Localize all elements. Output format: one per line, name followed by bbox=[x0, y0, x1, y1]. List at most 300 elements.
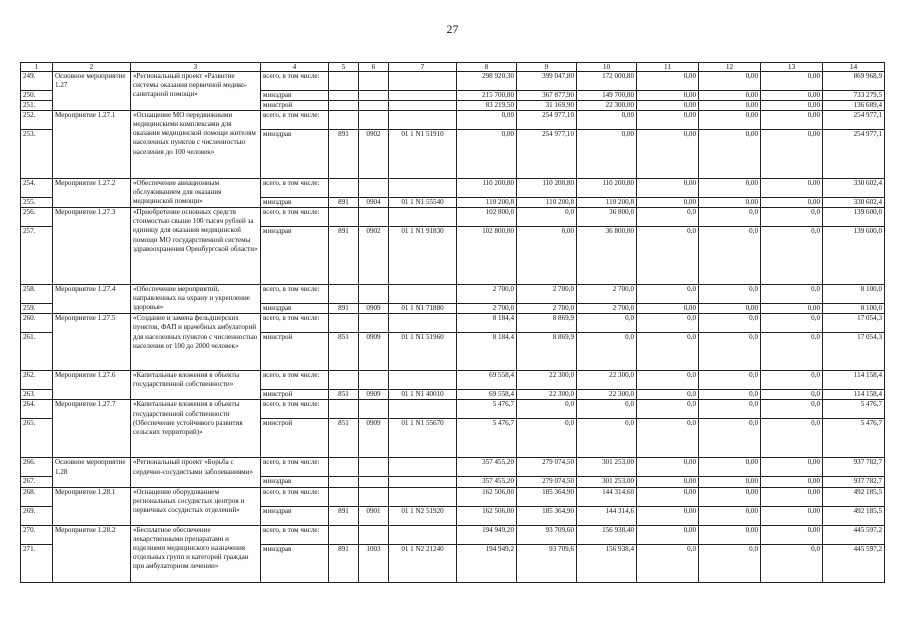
row-number-cell: 259. bbox=[21, 304, 53, 314]
year6-cell: 0,00 bbox=[761, 198, 823, 208]
year4-cell: 0,0 bbox=[637, 371, 699, 390]
total-cell: 8 100,0 bbox=[823, 285, 885, 304]
section-cell bbox=[359, 371, 389, 390]
year3-cell: 2 700,0 bbox=[577, 285, 637, 304]
year1-cell: 162 506,00 bbox=[457, 487, 517, 506]
event-description-cell: «Обеспечение авиационным обслуживанием для оказания медицинской помощи» bbox=[131, 179, 261, 208]
year2-cell: 22 300,0 bbox=[517, 390, 577, 400]
year6-cell: 0,00 bbox=[761, 304, 823, 314]
row-number-cell: 258. bbox=[21, 285, 53, 304]
year6-cell: 0,0 bbox=[761, 208, 823, 227]
grbs-cell bbox=[329, 525, 359, 544]
year2-cell: 0,0 bbox=[517, 400, 577, 419]
column-number-cell: 3 bbox=[131, 63, 261, 72]
year1-cell: 162 506,00 bbox=[457, 506, 517, 525]
executor-cell: минстрой bbox=[261, 419, 329, 458]
year5-cell: 0,00 bbox=[699, 179, 761, 198]
year4-cell: 0,0 bbox=[637, 390, 699, 400]
year5-cell: 0,0 bbox=[699, 419, 761, 458]
total-cell: 445 597,2 bbox=[823, 544, 885, 582]
section-cell bbox=[359, 101, 389, 111]
year4-cell: 0,00 bbox=[637, 458, 699, 477]
event-description-cell: «Оснащение МО передвижными медицинскими комплексами для оказания медицинской помощи жителям населенных пунктов с численностью населения до 100 человек» bbox=[131, 111, 261, 179]
grbs-cell bbox=[329, 400, 359, 419]
year5-cell: 0,0 bbox=[699, 227, 761, 285]
target-article-cell: 01 1 N1 55540 bbox=[389, 198, 457, 208]
year2-cell: 367 877,90 bbox=[517, 91, 577, 101]
year1-cell: 110 200,80 bbox=[457, 179, 517, 198]
year4-cell: 0,0 bbox=[637, 208, 699, 227]
year3-cell: 22 300,0 bbox=[577, 371, 637, 390]
year5-cell: 0,0 bbox=[699, 314, 761, 333]
column-number-cell: 2 bbox=[53, 63, 131, 72]
event-name-cell: Мероприятие 1.27.3 bbox=[53, 208, 131, 285]
section-cell bbox=[359, 208, 389, 227]
year6-cell: 0,0 bbox=[761, 227, 823, 285]
target-article-cell: 01 1 N1 51960 bbox=[389, 333, 457, 371]
target-article-cell bbox=[389, 208, 457, 227]
grbs-cell: 891 bbox=[329, 506, 359, 525]
year3-cell: 36 800,0 bbox=[577, 208, 637, 227]
year2-cell: 93 709,60 bbox=[517, 525, 577, 544]
year6-cell: 0,00 bbox=[761, 487, 823, 506]
year2-cell: 279 074,50 bbox=[517, 477, 577, 487]
column-number-cell: 4 bbox=[261, 63, 329, 72]
total-cell: 254 977,1 bbox=[823, 130, 885, 179]
year3-cell: 22 300,00 bbox=[577, 101, 637, 111]
total-cell: 136 689,4 bbox=[823, 101, 885, 111]
total-cell: 5 476,7 bbox=[823, 419, 885, 458]
year4-cell: 0,00 bbox=[637, 198, 699, 208]
row-number-cell: 264. bbox=[21, 400, 53, 419]
row-number-cell: 271. bbox=[21, 544, 53, 582]
section-cell bbox=[359, 525, 389, 544]
event-name-cell: Мероприятие 1.27.1 bbox=[53, 111, 131, 179]
year1-cell: 2 700,0 bbox=[457, 304, 517, 314]
year1-cell: 8 184,4 bbox=[457, 333, 517, 371]
table-row bbox=[21, 72, 885, 91]
year2-cell: 110 200,80 bbox=[517, 179, 577, 198]
event-name-cell: Мероприятие 1.27.6 bbox=[53, 371, 131, 400]
year5-cell: 0,00 bbox=[699, 477, 761, 487]
total-cell: 17 054,3 bbox=[823, 333, 885, 371]
event-name-cell: Основное мероприятие 1.27 bbox=[53, 72, 131, 111]
target-article-cell: 01 1 N1 91830 bbox=[389, 227, 457, 285]
year5-cell: 0,00 bbox=[699, 304, 761, 314]
year2-cell: 22 300,0 bbox=[517, 371, 577, 390]
program-financing-table bbox=[20, 62, 885, 583]
total-cell: 937 782,7 bbox=[823, 458, 885, 477]
year5-cell: 0,00 bbox=[699, 72, 761, 91]
year5-cell: 0,0 bbox=[699, 285, 761, 304]
target-article-cell bbox=[389, 101, 457, 111]
total-cell: 17 054,3 bbox=[823, 314, 885, 333]
year5-cell: 0,0 bbox=[699, 544, 761, 582]
event-name-cell: Мероприятие 1.28.1 bbox=[53, 487, 131, 525]
year6-cell: 0,0 bbox=[761, 390, 823, 400]
year6-cell: 0,0 bbox=[761, 333, 823, 371]
table-row bbox=[21, 458, 885, 477]
year4-cell: 0,0 bbox=[637, 314, 699, 333]
table-row bbox=[21, 208, 885, 227]
year3-cell: 2 700,0 bbox=[577, 304, 637, 314]
total-cell: 139 600,0 bbox=[823, 227, 885, 285]
year1-cell: 215 700,80 bbox=[457, 91, 517, 101]
executor-cell: всего, в том числе: bbox=[261, 525, 329, 544]
column-number-cell: 14 bbox=[823, 63, 885, 72]
year2-cell: 0,0 bbox=[517, 419, 577, 458]
target-article-cell: 01 1 N1 71880 bbox=[389, 304, 457, 314]
section-cell bbox=[359, 477, 389, 487]
year2-cell: 0,0 bbox=[517, 208, 577, 227]
total-cell: 8 100,0 bbox=[823, 304, 885, 314]
year2-cell: 110 200,8 bbox=[517, 198, 577, 208]
executor-cell: всего, в том числе: bbox=[261, 487, 329, 506]
total-cell: 869 968,9 bbox=[823, 72, 885, 91]
year1-cell: 5 476,7 bbox=[457, 419, 517, 458]
row-number-cell: 254. bbox=[21, 179, 53, 198]
year4-cell: 0,0 bbox=[637, 227, 699, 285]
executor-cell: всего, в том числе: bbox=[261, 314, 329, 333]
event-name-cell: Мероприятие 1.27.2 bbox=[53, 179, 131, 208]
year1-cell: 357 455,20 bbox=[457, 477, 517, 487]
section-cell bbox=[359, 487, 389, 506]
year1-cell: 110 200,8 bbox=[457, 198, 517, 208]
target-article-cell: 01 1 N2 51920 bbox=[389, 506, 457, 525]
grbs-cell bbox=[329, 111, 359, 130]
year3-cell: 0,00 bbox=[577, 111, 637, 130]
column-number-cell: 9 bbox=[517, 63, 577, 72]
year3-cell: 0,0 bbox=[577, 333, 637, 371]
event-description-cell: «Капитальные вложения в объекты государственной собственности» bbox=[131, 371, 261, 400]
row-number-cell: 270. bbox=[21, 525, 53, 544]
row-number-cell: 265. bbox=[21, 419, 53, 458]
year6-cell: 0,00 bbox=[761, 111, 823, 130]
target-article-cell bbox=[389, 285, 457, 304]
year1-cell: 0,00 bbox=[457, 130, 517, 179]
year6-cell: 0,0 bbox=[761, 314, 823, 333]
year5-cell: 0,00 bbox=[699, 458, 761, 477]
grbs-cell bbox=[329, 72, 359, 91]
year6-cell: 0,00 bbox=[761, 130, 823, 179]
table-row bbox=[21, 285, 885, 304]
total-cell: 330 602,4 bbox=[823, 179, 885, 198]
year1-cell: 83 219,50 bbox=[457, 101, 517, 111]
column-number-cell: 1 bbox=[21, 63, 53, 72]
event-description-cell: «Региональный проект «Борьба с сердечно-сосудистыми заболеваниями» bbox=[131, 458, 261, 487]
section-cell bbox=[359, 458, 389, 477]
year4-cell: 0,00 bbox=[637, 130, 699, 179]
year1-cell: 194 949,20 bbox=[457, 525, 517, 544]
row-number-cell: 249. bbox=[21, 72, 53, 91]
section-cell: 0901 bbox=[359, 506, 389, 525]
target-article-cell bbox=[389, 91, 457, 101]
year5-cell: 0,00 bbox=[699, 91, 761, 101]
year1-cell: 2 700,0 bbox=[457, 285, 517, 304]
executor-cell: всего, в том числе: bbox=[261, 208, 329, 227]
executor-cell: минздрав bbox=[261, 130, 329, 179]
total-cell: 5 476,7 bbox=[823, 400, 885, 419]
section-cell bbox=[359, 72, 389, 91]
section-cell bbox=[359, 111, 389, 130]
year4-cell: 0,00 bbox=[637, 525, 699, 544]
table-row bbox=[21, 400, 885, 419]
table-row bbox=[21, 487, 885, 506]
grbs-cell: 891 bbox=[329, 544, 359, 582]
section-cell: 0902 bbox=[359, 130, 389, 179]
total-cell: 254 977,1 bbox=[823, 111, 885, 130]
year5-cell: 0,0 bbox=[699, 333, 761, 371]
target-article-cell bbox=[389, 314, 457, 333]
grbs-cell: 851 bbox=[329, 419, 359, 458]
year1-cell: 0,00 bbox=[457, 111, 517, 130]
executor-cell: минздрав bbox=[261, 227, 329, 285]
section-cell bbox=[359, 179, 389, 198]
target-article-cell bbox=[389, 179, 457, 198]
section-cell: 0909 bbox=[359, 304, 389, 314]
executor-cell: минздрав bbox=[261, 304, 329, 314]
grbs-cell: 851 bbox=[329, 390, 359, 400]
event-description-cell: «Капитальные вложения в объекты государственной собственности (Обеспечение устойчивого развития сельских территорий)» bbox=[131, 400, 261, 458]
year6-cell: 0,00 bbox=[761, 458, 823, 477]
year3-cell: 22 300,0 bbox=[577, 390, 637, 400]
column-number-row bbox=[21, 63, 885, 72]
event-name-cell: Основное мероприятие 1.28 bbox=[53, 458, 131, 487]
year2-cell: 279 074,50 bbox=[517, 458, 577, 477]
target-article-cell bbox=[389, 477, 457, 487]
year4-cell: 0,0 bbox=[637, 285, 699, 304]
year6-cell: 0,00 bbox=[761, 91, 823, 101]
section-cell: 0909 bbox=[359, 333, 389, 371]
grbs-cell: 891 bbox=[329, 130, 359, 179]
section-cell: 0909 bbox=[359, 390, 389, 400]
target-article-cell bbox=[389, 371, 457, 390]
grbs-cell bbox=[329, 487, 359, 506]
row-number-cell: 255. bbox=[21, 198, 53, 208]
column-number-cell: 11 bbox=[637, 63, 699, 72]
year6-cell: 0,00 bbox=[761, 101, 823, 111]
grbs-cell: 891 bbox=[329, 304, 359, 314]
total-cell: 937 782,7 bbox=[823, 477, 885, 487]
year3-cell: 110 200,80 bbox=[577, 179, 637, 198]
row-number-cell: 251. bbox=[21, 101, 53, 111]
row-number-cell: 267. bbox=[21, 477, 53, 487]
executor-cell: минздрав bbox=[261, 91, 329, 101]
target-article-cell bbox=[389, 458, 457, 477]
grbs-cell bbox=[329, 477, 359, 487]
row-number-cell: 256. bbox=[21, 208, 53, 227]
total-cell: 492 185,5 bbox=[823, 506, 885, 525]
year4-cell: 0,0 bbox=[637, 544, 699, 582]
executor-cell: всего, в том числе: bbox=[261, 458, 329, 477]
year3-cell: 172 000,80 bbox=[577, 72, 637, 91]
row-number-cell: 257. bbox=[21, 227, 53, 285]
year4-cell: 0,0 bbox=[637, 333, 699, 371]
section-cell: 1003 bbox=[359, 544, 389, 582]
year3-cell: 0,00 bbox=[577, 130, 637, 179]
target-article-cell: 01 1 N2 21240 bbox=[389, 544, 457, 582]
year5-cell: 0,0 bbox=[699, 371, 761, 390]
year1-cell: 194 949,2 bbox=[457, 544, 517, 582]
year3-cell: 0,0 bbox=[577, 400, 637, 419]
column-number-cell: 7 bbox=[389, 63, 457, 72]
year4-cell: 0,00 bbox=[637, 304, 699, 314]
year3-cell: 0,0 bbox=[577, 314, 637, 333]
year3-cell: 156 938,4 bbox=[577, 544, 637, 582]
grbs-cell bbox=[329, 458, 359, 477]
year6-cell: 0,0 bbox=[761, 419, 823, 458]
year4-cell: 0,00 bbox=[637, 487, 699, 506]
year2-cell: 185 364,90 bbox=[517, 506, 577, 525]
grbs-cell bbox=[329, 91, 359, 101]
grbs-cell bbox=[329, 371, 359, 390]
grbs-cell bbox=[329, 314, 359, 333]
year2-cell: 8 869,9 bbox=[517, 314, 577, 333]
section-cell bbox=[359, 285, 389, 304]
row-number-cell: 250. bbox=[21, 91, 53, 101]
year2-cell: 2 700,0 bbox=[517, 304, 577, 314]
year1-cell: 69 558,4 bbox=[457, 371, 517, 390]
year2-cell: 254 977,10 bbox=[517, 111, 577, 130]
total-cell: 492 185,5 bbox=[823, 487, 885, 506]
event-name-cell: Мероприятие 1.28.2 bbox=[53, 525, 131, 582]
grbs-cell bbox=[329, 101, 359, 111]
executor-cell: минздрав bbox=[261, 506, 329, 525]
year5-cell: 0,0 bbox=[699, 390, 761, 400]
executor-cell: минздрав bbox=[261, 198, 329, 208]
year2-cell: 254 977,10 bbox=[517, 130, 577, 179]
year6-cell: 0,00 bbox=[761, 506, 823, 525]
year3-cell: 144 314,6 bbox=[577, 506, 637, 525]
year4-cell: 0,00 bbox=[637, 506, 699, 525]
target-article-cell bbox=[389, 525, 457, 544]
grbs-cell bbox=[329, 208, 359, 227]
year4-cell: 0,0 bbox=[637, 400, 699, 419]
year1-cell: 5 476,7 bbox=[457, 400, 517, 419]
year5-cell: 0,00 bbox=[699, 130, 761, 179]
year4-cell: 0,00 bbox=[637, 179, 699, 198]
year2-cell: 2 700,0 bbox=[517, 285, 577, 304]
year2-cell: 93 709,6 bbox=[517, 544, 577, 582]
row-number-cell: 252. bbox=[21, 111, 53, 130]
table-row bbox=[21, 314, 885, 333]
executor-cell: минстрой bbox=[261, 101, 329, 111]
target-article-cell bbox=[389, 111, 457, 130]
year6-cell: 0,00 bbox=[761, 477, 823, 487]
year4-cell: 0,0 bbox=[637, 419, 699, 458]
page-number: 27 bbox=[446, 22, 459, 36]
executor-cell: минстрой bbox=[261, 333, 329, 371]
column-number-cell: 13 bbox=[761, 63, 823, 72]
year5-cell: 0,00 bbox=[699, 101, 761, 111]
event-description-cell: «Обеспечение мероприятий, направленных на охрану и укрепление здоровья» bbox=[131, 285, 261, 314]
year2-cell: 185 364,90 bbox=[517, 487, 577, 506]
year5-cell: 0,00 bbox=[699, 111, 761, 130]
year4-cell: 0,00 bbox=[637, 72, 699, 91]
executor-cell: минстрой bbox=[261, 390, 329, 400]
row-number-cell: 268. bbox=[21, 487, 53, 506]
year2-cell: 31 169,90 bbox=[517, 101, 577, 111]
event-description-cell: «Региональный проект «Развитие системы оказания первичной медико-санитарной помощи» bbox=[131, 72, 261, 111]
year5-cell: 0,0 bbox=[699, 400, 761, 419]
event-description-cell: «Приобретение основных средств стоимостью свыше 100 тысяч рублей за единицу для оказания медицинской помощи МО государственной системы здравоохранения Оренбургской области» bbox=[131, 208, 261, 285]
total-cell: 733 279,5 bbox=[823, 91, 885, 101]
grbs-cell bbox=[329, 179, 359, 198]
year1-cell: 298 920,30 bbox=[457, 72, 517, 91]
executor-cell: минздрав bbox=[261, 544, 329, 582]
section-cell bbox=[359, 400, 389, 419]
executor-cell: минздрав bbox=[261, 477, 329, 487]
year5-cell: 0,00 bbox=[699, 487, 761, 506]
event-description-cell: «Оснащение оборудованием региональных сосудистых центров и первичных сосудистых отделений» bbox=[131, 487, 261, 525]
grbs-cell: 851 bbox=[329, 333, 359, 371]
grbs-cell bbox=[329, 285, 359, 304]
total-cell: 445 597,2 bbox=[823, 525, 885, 544]
year3-cell: 110 200,8 bbox=[577, 198, 637, 208]
column-number-cell: 10 bbox=[577, 63, 637, 72]
executor-cell: всего, в том числе: bbox=[261, 371, 329, 390]
year5-cell: 0,00 bbox=[699, 198, 761, 208]
row-number-cell: 263. bbox=[21, 390, 53, 400]
year6-cell: 0,0 bbox=[761, 285, 823, 304]
year6-cell: 0,00 bbox=[761, 179, 823, 198]
year3-cell: 144 314,60 bbox=[577, 487, 637, 506]
table-row bbox=[21, 111, 885, 130]
year4-cell: 0,00 bbox=[637, 101, 699, 111]
year5-cell: 0,00 bbox=[699, 525, 761, 544]
executor-cell: всего, в том числе: bbox=[261, 285, 329, 304]
year1-cell: 8 184,4 bbox=[457, 314, 517, 333]
event-name-cell: Мероприятие 1.27.7 bbox=[53, 400, 131, 458]
target-article-cell bbox=[389, 400, 457, 419]
total-cell: 114 158,4 bbox=[823, 371, 885, 390]
total-cell: 114 158,4 bbox=[823, 390, 885, 400]
executor-cell: всего, в том числе: bbox=[261, 72, 329, 91]
column-number-cell: 5 bbox=[329, 63, 359, 72]
year6-cell: 0,0 bbox=[761, 544, 823, 582]
year2-cell: 8 869,9 bbox=[517, 333, 577, 371]
section-cell: 0902 bbox=[359, 227, 389, 285]
executor-cell: всего, в том числе: bbox=[261, 179, 329, 198]
event-description-cell: «Бесплатное обеспечение лекарственными препаратами и изделиями медицинского назначения отдельных групп и категорий граждан при амбулаторном лечении» bbox=[131, 525, 261, 582]
grbs-cell: 891 bbox=[329, 227, 359, 285]
event-description-cell: «Создание и замена фельдшерских пунктов, ФАП и врачебных амбулаторий для населенных пунктов с численностью населения от 100 до 2000 человек» bbox=[131, 314, 261, 371]
year6-cell: 0,00 bbox=[761, 525, 823, 544]
year3-cell: 301 253,00 bbox=[577, 477, 637, 487]
executor-cell: всего, в том числе: bbox=[261, 400, 329, 419]
row-number-cell: 269. bbox=[21, 506, 53, 525]
row-number-cell: 262. bbox=[21, 371, 53, 390]
year3-cell: 156 938,40 bbox=[577, 525, 637, 544]
year2-cell: 399 047,80 bbox=[517, 72, 577, 91]
year1-cell: 102 800,0 bbox=[457, 208, 517, 227]
year5-cell: 0,0 bbox=[699, 208, 761, 227]
year1-cell: 69 558,4 bbox=[457, 390, 517, 400]
column-number-cell: 12 bbox=[699, 63, 761, 72]
row-number-cell: 266. bbox=[21, 458, 53, 477]
section-cell bbox=[359, 91, 389, 101]
row-number-cell: 261. bbox=[21, 333, 53, 371]
table-row bbox=[21, 179, 885, 198]
target-article-cell: 01 1 N1 40010 bbox=[389, 390, 457, 400]
year6-cell: 0,00 bbox=[761, 72, 823, 91]
year1-cell: 102 800,00 bbox=[457, 227, 517, 285]
target-article-cell bbox=[389, 487, 457, 506]
event-name-cell: Мероприятие 1.27.5 bbox=[53, 314, 131, 371]
total-cell: 139 600,0 bbox=[823, 208, 885, 227]
event-name-cell: Мероприятие 1.27.4 bbox=[53, 285, 131, 314]
row-number-cell: 260. bbox=[21, 314, 53, 333]
